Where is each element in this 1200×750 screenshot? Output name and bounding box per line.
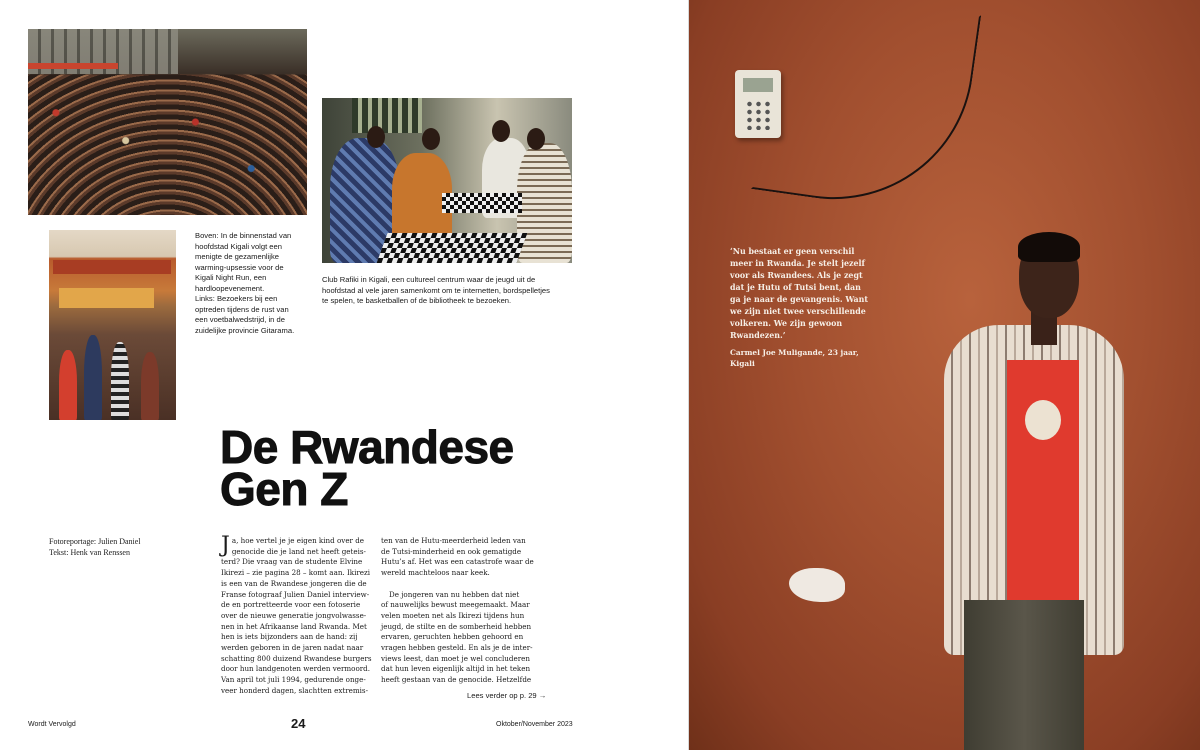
attribution-line: Carmel Joe Muligande, 23 jaar, [730,348,859,357]
photo-caption-club [322,275,572,307]
text-line: dat hun leven eigenlijk altijd in het teken [381,664,531,674]
footer-magazine-name: Wordt Vervolgd [28,721,76,728]
spectator-shape [141,352,159,420]
window-shape [352,98,422,133]
checkerboard-shape [442,193,522,213]
text-line: nen in het Afrikaanse land Rwanda. Met [221,621,367,631]
spectator-shape [111,342,129,420]
article-credits [49,536,141,558]
article-column-1 [221,533,372,697]
text-line: door hun landgenoten werden vermoord. [221,664,371,674]
text-line: over de nieuwe generatie jongvolwasse- [221,610,367,620]
quote-attribution [730,347,859,369]
text-line: of nauwelijks bewust meegemaakt. Maar [381,600,530,610]
text-line: de en portretteerde voor een fotoserie [221,600,361,610]
player-shape [517,143,572,263]
quote-line: dat je Hutu of Tutsi bent, dan [730,283,861,292]
page-number: 24 [291,716,306,731]
continue-reading-link[interactable]: Lees verder op p. 29 → [467,691,547,700]
quote-line: voor als Rwandees. Als je zegt [730,271,863,280]
text-line: Hutu’s af. Het was een catastrofe waar de [381,557,534,567]
text-line: werden geboren in de jaren nadat naar [221,643,364,653]
caption-line: hoofdstad Kigali volgt een [195,241,282,251]
cable-shape [751,0,981,217]
text-line: terd? Die vraag van de studente Elvine [221,557,363,567]
caption-line: te spelen, te basketballen of de bibliotheek te bezoeken. [322,296,512,305]
headline-line: Gen Z [220,463,348,515]
text-line: hen is iets bijzonders aan de hand: zij [221,632,358,642]
text-line: wereld machteloos naar keek. [381,568,490,578]
head-shape [527,128,545,150]
crowd-photo [28,29,307,215]
caption-line: hoofdstad al vele jaren samenkomt om te internetten, bordspelletjes [322,285,550,295]
footer-issue-date: Oktober/November 2023 [496,721,573,728]
caption-line: menigte de gezamenlijke [195,252,280,261]
caption-line: Club Rafiki in Kigali, een cultureel centrum waar de jeugd uit de [322,275,536,284]
spectator-shape [59,350,77,420]
text-line: Van april tot juli 1994, gedurende onge- [221,675,366,685]
quote-line: we zijn niet twee verschillende [730,307,866,316]
stadium-photo [49,230,176,420]
jeans-shape [964,600,1084,750]
caption-line: optreden tijdens de rust van [195,304,289,314]
text-line: genocide die je land net heeft geteis- [231,546,366,556]
tshirt-print-shape [1025,400,1061,440]
text-line: ten van de Hutu-meerderheid leden van [381,536,526,545]
article-headline [220,421,514,515]
head-shape [422,128,440,150]
caption-line: warming-upsessie voor de [195,262,284,272]
banner-arch-shape [28,63,118,69]
terminal-keypad-shape [745,100,771,130]
head-shape [367,126,385,148]
article-column-2 [381,536,534,686]
photo-credit: Fotoreportage: Julien Daniel [49,537,141,546]
text-line: Ikirezi – zie pagina 28 – komt aan. Ikirezi [221,568,371,578]
quote-line: Rwandezen.’ [730,331,786,340]
stand-roof-shape [53,260,171,274]
text-line: schatting 800 duizend Rwandese burgers [221,653,372,663]
text-line: velen moeten net als Ikirezi tijdens hun [381,610,525,620]
quote-line: ga je naar de gevangenis. Want [730,295,869,304]
caption-line: Links: Bezoekers bij een [195,294,278,303]
quote-line: volkeren. We zijn gewoon [730,319,843,328]
portrait-photo [689,0,1200,750]
pull-quote [730,246,875,342]
caption-line: hardloopevenement. [195,283,265,293]
stand-sign-shape [59,288,154,308]
text-credit: Tekst: Henk van Renssen [49,548,130,557]
caption-line: een voetbalwedstrijd, in de [195,315,285,324]
quote-line: ‘Nu bestaat er geen verschil [730,247,855,256]
text-line: is een van de Rwandese jongeren die de [221,578,367,588]
text-line: jeugd, de stilte en de somberheid hebben [381,621,532,631]
headline-line: De Rwandese [220,421,514,473]
text-line: De jongeren van nu hebben dat niet [389,589,520,599]
text-line: de Tutsi-minderheid en ook gematigde [381,546,522,556]
checkerboard-shape [377,233,528,263]
terminal-screen-shape [743,78,773,92]
checkers-photo [322,98,572,263]
text-line: heeft gestaan van de genocide. Hetzelfde [381,675,532,685]
spectator-shape [84,335,102,420]
quote-line: meer in Rwanda. Je stelt jezelf [730,259,865,268]
head-shape [492,120,510,142]
red-tshirt-shape [1007,360,1079,610]
hair-shape [1018,232,1080,262]
text-line: a, hoe vertel je je eigen kind over de [231,536,365,545]
text-line: vragen hebben gesteld. En als je de inter- [381,643,533,653]
photo-caption-top [195,231,310,336]
card-terminal-shape [735,70,781,138]
wall-patch-shape [789,568,845,602]
drop-cap: J [221,533,230,558]
text-line: ervaren, geruchten hebben gehoord en [381,632,524,642]
caption-line: Kigali Night Run, een [195,273,267,282]
caption-line: zuidelijke provincie Gitarama. [195,325,295,335]
text-line: veer honderd dagen, slachtten extremis- [221,685,369,695]
caption-line: Boven: In de binnenstad van [195,231,292,240]
attribution-line: Kigali [730,359,755,368]
text-line: views leest, dan moet je wel concluderen [381,653,530,663]
text-line: Franse fotograaf Julien Daniel interview- [221,589,370,599]
